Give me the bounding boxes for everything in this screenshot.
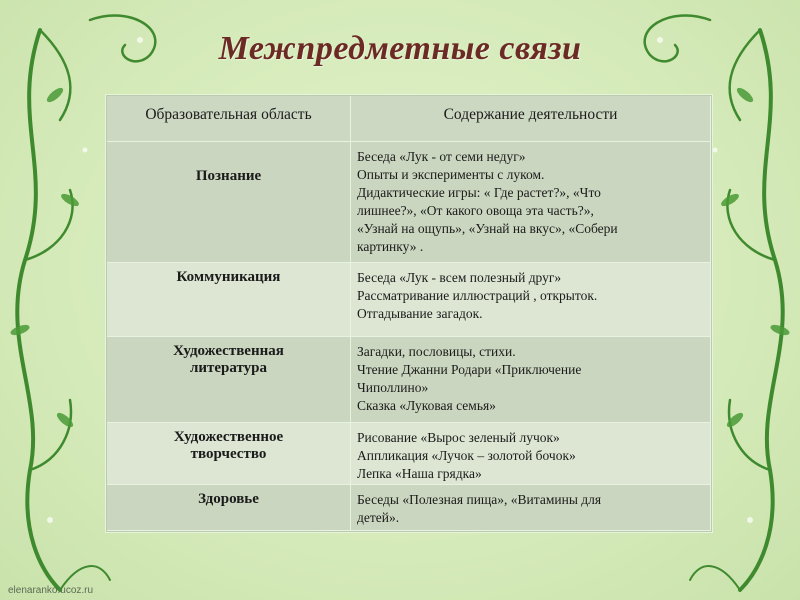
row-content xyxy=(351,263,711,337)
row-content xyxy=(351,142,711,263)
row-area xyxy=(107,337,351,423)
header-content: Содержание деятельности xyxy=(351,96,711,142)
content-line: Рассматривание иллюстраций , открыток. xyxy=(357,288,598,303)
content-line: Отгадывание загадок. xyxy=(357,306,483,321)
content-line: детей». xyxy=(357,510,400,525)
table-row xyxy=(107,263,711,337)
row-content xyxy=(351,423,711,485)
table-row xyxy=(107,337,711,423)
content-line: лишнее?», «От какого овоща эта часть?», xyxy=(357,203,594,218)
content-line: Аппликация «Лучок – золотой бочок» xyxy=(357,448,576,463)
row-area-label: творчество xyxy=(190,446,267,462)
row-area-label: Художественное xyxy=(173,429,284,445)
table-row xyxy=(107,142,711,263)
table-row xyxy=(107,485,711,531)
content-line: Лепка «Наша грядка» xyxy=(357,466,482,481)
row-area-label: литература xyxy=(189,360,268,376)
content-line: Беседа «Лук - от семи недуг» xyxy=(357,149,526,164)
row-content xyxy=(351,485,711,531)
row-area xyxy=(107,142,351,263)
content-line: Дидактические игры: « Где растет?», «Что xyxy=(357,185,601,200)
row-area xyxy=(107,485,351,531)
content-line: Чиполлино» xyxy=(357,380,429,395)
content-line: Сказка «Луковая семья» xyxy=(357,398,496,413)
header-area: Образовательная область xyxy=(107,96,351,142)
content-line: Беседа «Лук - всем полезный друг» xyxy=(357,270,562,285)
content-line: Чтение Джанни Родари «Приключение xyxy=(357,362,582,377)
slide-title: Межпредметные связи xyxy=(218,30,582,67)
row-area-label: Коммуникация xyxy=(176,269,281,285)
row-area xyxy=(107,423,351,485)
table-row xyxy=(107,423,711,485)
row-area-label: Художественная xyxy=(173,343,284,359)
row-area-label: Здоровье xyxy=(198,491,259,507)
content-line: Загадки, пословицы, стихи. xyxy=(357,344,516,359)
content-line: «Узнай на ощупь», «Узнай на вкус», «Собери xyxy=(357,221,618,236)
content-line: Рисование «Вырос зеленый лучок» xyxy=(357,430,560,445)
content-line: Беседы «Полезная пища», «Витамины для xyxy=(357,492,602,507)
right-vine xyxy=(740,30,783,590)
content-line: Опыты и эксперименты с луком. xyxy=(357,167,545,182)
table-header-row xyxy=(107,96,711,142)
site-watermark: elenaranko.ucoz.ru xyxy=(8,585,94,596)
row-area-label: Познание xyxy=(195,168,262,184)
content-line: картинку» . xyxy=(357,239,424,254)
interdisciplinary-table xyxy=(106,95,712,532)
left-vine xyxy=(17,30,60,590)
row-area xyxy=(107,263,351,337)
row-content xyxy=(351,337,711,423)
